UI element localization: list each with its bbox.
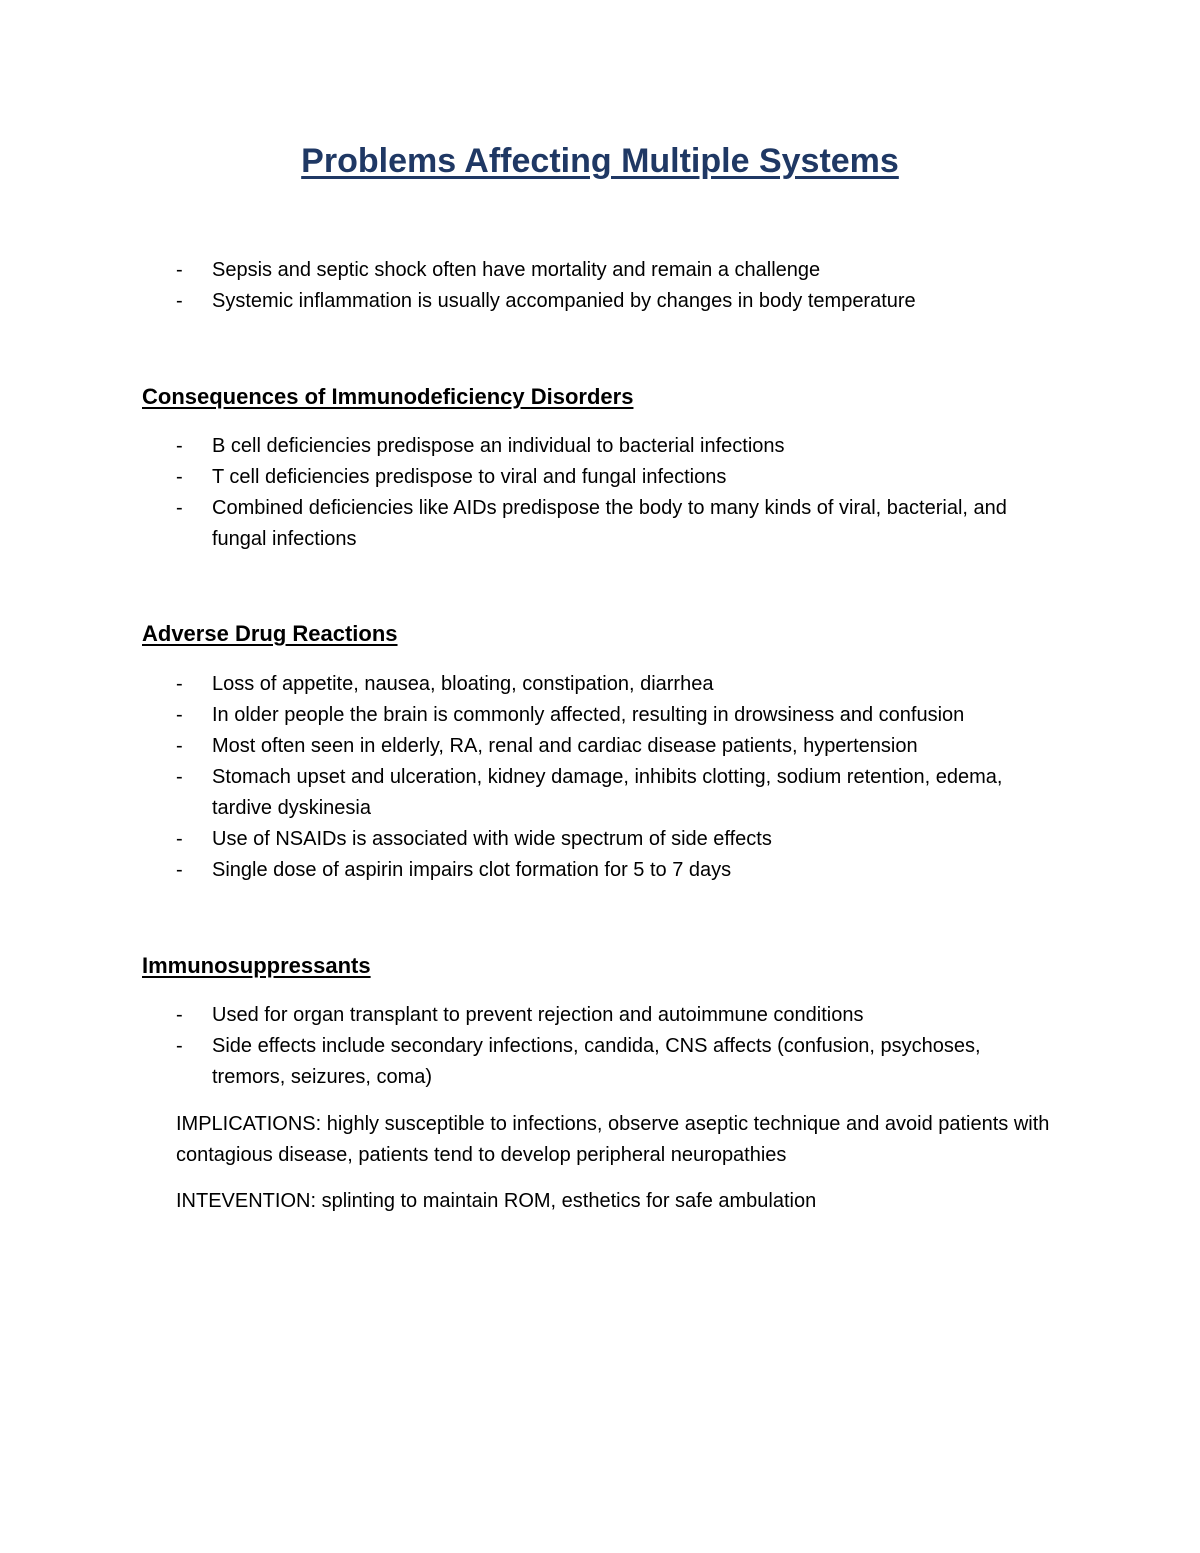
list-item [176, 1031, 1056, 1093]
list-item-text: Single dose of aspirin impairs clot formation for 5 to 7 days [212, 859, 732, 881]
bullet-dash: - [176, 735, 183, 757]
list-item-text: Systemic inflammation is usually accompanied by changes in body temperature [212, 290, 916, 312]
adverse-drug-reactions-list [176, 669, 1056, 886]
immunosuppressants-list [176, 1000, 1056, 1093]
list-item-text: Sepsis and septic shock often have mortality and remain a challenge [212, 259, 821, 281]
bullet-dash: - [176, 673, 183, 695]
list-item [176, 700, 1056, 731]
list-item [176, 255, 1056, 286]
section-heading-immunodeficiency: Consequences of Immunodeficiency Disorders [142, 384, 634, 409]
list-item-text: Side effects include secondary infections, candida, CNS affects (confusion, psychoses, tremors, seizures, coma) [212, 1035, 981, 1088]
intro-list [176, 255, 1056, 317]
list-item [176, 762, 1056, 824]
list-item [176, 669, 1056, 700]
list-item-text: Stomach upset and ulceration, kidney damage, inhibits clotting, sodium retention, edema, tardive dyskinesia [212, 766, 1003, 819]
page-title: Problems Affecting Multiple Systems [301, 142, 899, 180]
bullet-dash: - [176, 828, 183, 850]
list-item-text: Used for organ transplant to prevent rejection and autoimmune conditions [212, 1004, 864, 1026]
list-item-text: In older people the brain is commonly affected, resulting in drowsiness and confusion [212, 704, 965, 726]
bullet-dash: - [176, 259, 183, 281]
list-item-text: Most often seen in elderly, RA, renal and cardiac disease patients, hypertension [212, 735, 918, 757]
list-item [176, 824, 1056, 855]
list-item [176, 1000, 1056, 1031]
bullet-dash: - [176, 466, 183, 488]
immunodeficiency-list [176, 431, 1056, 555]
bullet-dash: - [176, 1004, 183, 1026]
bullet-dash: - [176, 290, 183, 312]
section-heading-adverse-drug-reactions: Adverse Drug Reactions [142, 621, 398, 646]
list-item [176, 286, 1056, 317]
bullet-dash: - [176, 704, 183, 726]
bullet-dash: - [176, 497, 183, 519]
intervention-note: INTEVENTION: splinting to maintain ROM, esthetics for safe ambulation [176, 1190, 817, 1212]
list-item-text: B cell deficiencies predispose an individual to bacterial infections [212, 435, 785, 457]
list-item-text: Combined deficiencies like AIDs predispose the body to many kinds of viral, bacterial, and fungal infections [212, 497, 1007, 550]
list-item [176, 462, 1056, 493]
bullet-dash: - [176, 859, 183, 881]
list-item [176, 431, 1056, 462]
list-item [176, 731, 1056, 762]
bullet-dash: - [176, 766, 183, 788]
list-item-text: T cell deficiencies predispose to viral and fungal infections [212, 466, 727, 488]
bullet-dash: - [176, 435, 183, 457]
list-item [176, 493, 1056, 555]
list-item-text: Loss of appetite, nausea, bloating, constipation, diarrhea [212, 673, 714, 695]
section-heading-immunosuppressants: Immunosuppressants [142, 953, 371, 978]
list-item-text: Use of NSAIDs is associated with wide spectrum of side effects [212, 828, 772, 850]
implications-note: IMPLICATIONS: highly susceptible to infections, observe aseptic technique and avoid patients with contagious disease, patients tend to develop peripheral neuropathies [176, 1113, 1050, 1166]
bullet-dash: - [176, 1035, 183, 1057]
list-item [176, 855, 1056, 886]
